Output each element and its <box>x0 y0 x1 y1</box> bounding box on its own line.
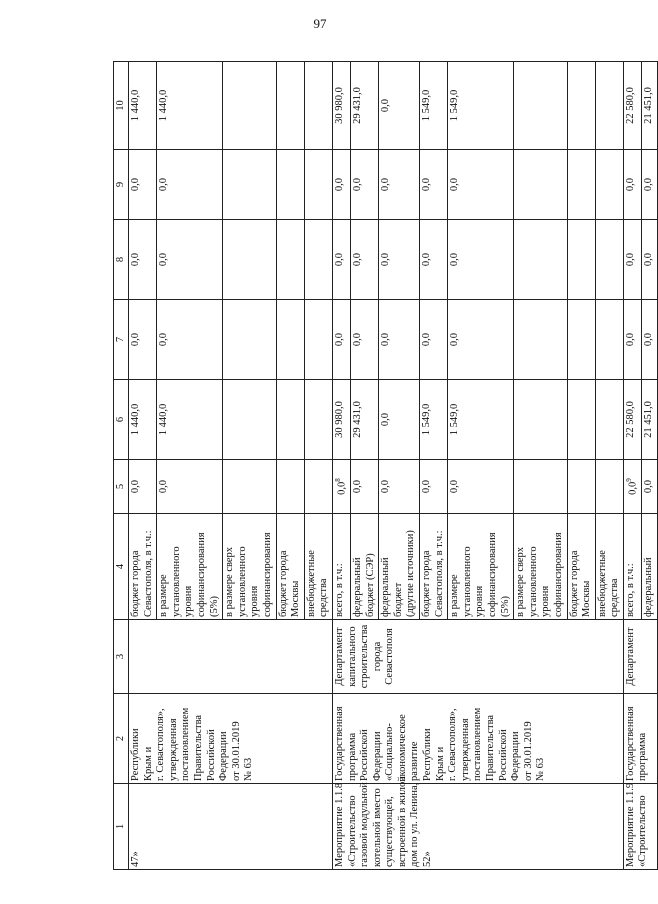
value-cell <box>332 220 350 300</box>
funding-source-cell <box>304 514 332 620</box>
measure-name-line: дом по ул. Ленина, <box>409 782 421 867</box>
program-line: Правительства <box>192 714 204 781</box>
program-line: от 30.01.2019 <box>230 721 242 781</box>
value-cell <box>448 380 514 460</box>
value-text: 0,0 <box>624 252 636 267</box>
funding-source-cell <box>623 514 641 620</box>
value-cell <box>223 460 276 514</box>
value-cell <box>157 300 223 380</box>
measure-name-line: «Строительство <box>346 795 358 867</box>
column-number: 1 <box>114 784 129 870</box>
funding-source-line: федеральный <box>380 557 392 617</box>
funding-source-line: установленного <box>527 546 539 617</box>
funding-source-line: внебюджетные <box>305 550 317 617</box>
page-number: 97 <box>313 16 327 31</box>
funding-source-line: в размере сверх <box>224 546 236 617</box>
value-cell <box>304 62 332 150</box>
value-cell <box>448 300 514 380</box>
value-cell <box>223 220 276 300</box>
funding-source-line: Севастополя, в т.ч.: <box>433 530 445 617</box>
footnote-marker: 9 <box>624 478 633 482</box>
value-cell <box>448 460 514 514</box>
program-line: Федерации <box>218 731 230 781</box>
funding-source-cell <box>223 514 276 620</box>
executor-line: строительства <box>359 624 371 689</box>
measure-name-line: встроенной в жилой <box>396 776 408 867</box>
value-cell <box>332 380 350 460</box>
funding-source-line: в размере сверх <box>515 546 527 617</box>
value-cell <box>223 62 276 150</box>
funding-source-cell <box>514 514 567 620</box>
value-text: 0,0 <box>130 177 141 192</box>
value-cell <box>514 300 567 380</box>
value-text: 0,0 <box>158 479 170 494</box>
value-cell <box>379 220 420 300</box>
value-cell <box>379 460 420 514</box>
value-cell <box>379 62 420 150</box>
program-line: Республики <box>422 728 434 781</box>
value-cell <box>379 300 420 380</box>
measure-name-line: 47» <box>130 851 141 867</box>
program-line: утвержденная <box>459 718 471 781</box>
funding-source-cell <box>276 514 304 620</box>
value-text: 1 440,0 <box>130 89 141 122</box>
program-line: Государственная <box>624 706 636 781</box>
funding-source-cell <box>157 514 223 620</box>
value-cell <box>351 220 379 300</box>
value-cell <box>567 150 595 220</box>
measure-name-cell <box>129 784 333 870</box>
value-text: 0,0 <box>352 479 363 494</box>
executor-line: Департамент <box>333 627 345 686</box>
measure-name-line: котельной вместо <box>371 788 383 867</box>
program-line: Крым и <box>434 746 446 781</box>
measure-name-line: «Строительство <box>637 795 649 867</box>
executor-cell <box>332 620 623 694</box>
value-cell <box>223 300 276 380</box>
measure-name-cell <box>623 784 657 870</box>
value-text: 0,0 <box>130 332 141 347</box>
funding-source-line: внебюджетные <box>596 550 608 617</box>
value-cell <box>623 62 641 150</box>
executor-line: капитального <box>346 626 358 687</box>
funding-source-line: софинансирования <box>195 532 207 617</box>
value-text: 22 580,0 <box>624 87 636 124</box>
value-cell <box>351 380 379 460</box>
funding-source-line: бюджет города <box>568 550 580 617</box>
value-cell <box>129 150 157 220</box>
value-cell <box>595 220 623 300</box>
value-text: 0,0 <box>627 481 639 495</box>
value-cell <box>419 62 447 150</box>
program-line: Крым и <box>142 746 154 781</box>
value-cell <box>623 220 641 300</box>
value-text: 0,0 <box>333 332 345 347</box>
funding-source-line: софинансирования <box>552 532 564 617</box>
funding-source-line: бюджет города <box>277 550 289 617</box>
funding-source-cell <box>567 514 595 620</box>
program-line: Российской <box>359 729 371 781</box>
funding-source-line: бюджет (СЭР) <box>364 553 376 617</box>
column-number-row <box>114 62 129 870</box>
funding-source-line: федеральный <box>642 557 654 617</box>
value-text: 0,0 <box>624 332 636 347</box>
funding-source-cell <box>332 514 350 620</box>
program-line: Российской <box>497 729 509 781</box>
value-cell <box>304 220 332 300</box>
value-cell <box>419 150 447 220</box>
value-cell <box>157 380 223 460</box>
measure-name-cell <box>332 776 623 870</box>
value-text: 21 451,0 <box>642 87 654 124</box>
value-cell <box>567 380 595 460</box>
column-number: 7 <box>114 300 129 380</box>
value-text: 1 549,0 <box>420 403 432 436</box>
funding-source-line: бюджет города <box>130 550 141 617</box>
column-number: 8 <box>114 220 129 300</box>
value-text: 0,0 <box>642 332 654 347</box>
program-line: г. Севастополя», <box>447 708 459 781</box>
value-cell <box>595 460 623 514</box>
program-line: программа <box>637 732 649 781</box>
value-cell <box>623 150 641 220</box>
funding-source-line: уровня <box>249 585 261 617</box>
value-cell <box>276 300 304 380</box>
value-text: 0,0 <box>642 479 654 494</box>
value-text: 0,0 <box>380 177 392 192</box>
program-line: экономическое <box>396 714 408 781</box>
value-cell <box>129 380 157 460</box>
value-cell <box>595 62 623 150</box>
value-cell <box>595 300 623 380</box>
program-cell <box>623 694 657 784</box>
value-cell <box>304 150 332 220</box>
value-cell <box>623 300 641 380</box>
program-line: от 30.01.2019 <box>522 721 534 781</box>
funding-source-line: уровня <box>474 585 486 617</box>
funding-source-line: установленного <box>236 546 248 617</box>
value-cell <box>129 460 157 514</box>
column-number: 3 <box>114 620 129 694</box>
value-cell <box>567 62 595 150</box>
value-cell <box>641 300 657 380</box>
value-text: 0,0 <box>130 479 141 494</box>
column-number: 9 <box>114 150 129 220</box>
program-line: Российской <box>205 729 217 781</box>
value-cell <box>623 380 641 460</box>
column-number: 6 <box>114 380 129 460</box>
executor-cell <box>623 620 657 694</box>
executor-line: Севастополя <box>384 628 396 685</box>
value-text: 0,0 <box>336 481 348 495</box>
value-text: 1 549,0 <box>449 403 461 436</box>
value-text: 0,0 <box>380 332 392 347</box>
value-cell <box>276 220 304 300</box>
funding-source-line: бюджет <box>392 582 404 617</box>
funding-source-line: средства <box>318 578 330 617</box>
executor-cell <box>129 620 333 694</box>
funding-source-line: Москвы <box>290 580 302 617</box>
measure-name-line: 52» <box>422 851 434 867</box>
program-line: «Социально- <box>384 723 396 781</box>
funding-source-cell <box>379 514 420 620</box>
value-cell <box>304 380 332 460</box>
value-text: 0,0 <box>380 98 392 113</box>
program-line: программа <box>346 732 358 781</box>
value-text: 0,0 <box>333 252 345 267</box>
rotated-table-container <box>113 62 654 870</box>
value-text: 0,0 <box>449 479 461 494</box>
value-cell <box>419 220 447 300</box>
funding-source-line: в размере <box>158 574 170 617</box>
value-text: 0,0 <box>420 177 432 192</box>
program-cell <box>332 694 623 784</box>
value-text: 0,0 <box>158 332 170 347</box>
value-cell <box>514 62 567 150</box>
value-text: 0,0 <box>380 412 392 427</box>
value-text: 0,0 <box>449 252 461 267</box>
value-text: 0,0 <box>130 252 141 267</box>
value-text: 0,0 <box>420 332 432 347</box>
table-row <box>623 62 641 870</box>
funding-source-line: всего, в т.ч.: <box>333 563 345 617</box>
value-cell <box>419 460 447 514</box>
value-cell <box>379 150 420 220</box>
value-cell <box>157 220 223 300</box>
value-cell <box>623 460 641 514</box>
financing-table <box>113 61 658 870</box>
value-cell <box>448 62 514 150</box>
program-line: утвержденная <box>167 718 179 781</box>
value-text: 0,0 <box>352 252 363 267</box>
value-cell <box>129 220 157 300</box>
value-text: 22 580,0 <box>624 401 636 438</box>
value-cell <box>641 460 657 514</box>
funding-source-line: установленного <box>461 546 473 617</box>
value-text: 0,0 <box>420 252 432 267</box>
program-line: развитие <box>409 741 421 781</box>
value-cell <box>157 150 223 220</box>
program-line: Республики <box>130 728 141 781</box>
value-text: 0,0 <box>642 252 654 267</box>
program-line: постановлением <box>180 707 192 781</box>
value-text: 1 549,0 <box>420 89 432 122</box>
funding-source-line: софинансирования <box>261 532 273 617</box>
value-cell <box>567 220 595 300</box>
funding-source-line: Москвы <box>581 580 593 617</box>
value-cell <box>129 62 157 150</box>
value-cell <box>379 380 420 460</box>
value-text: 30 980,0 <box>333 87 345 124</box>
funding-source-line: Севастополя, в т.ч.: <box>142 530 154 617</box>
value-cell <box>332 150 350 220</box>
program-line: постановлением <box>472 707 484 781</box>
value-text: 0,0 <box>352 177 363 192</box>
value-cell <box>351 150 379 220</box>
funding-source-cell <box>129 514 157 620</box>
value-cell <box>129 300 157 380</box>
value-cell <box>304 460 332 514</box>
funding-source-line: софинансирования <box>486 532 498 617</box>
table-row <box>332 62 350 870</box>
program-line: № 63 <box>535 757 547 781</box>
funding-source-cell <box>641 514 657 620</box>
measure-name-line: Мероприятие 1.1.8 <box>333 782 345 867</box>
value-text: 0,0 <box>158 252 170 267</box>
value-text: 0,0 <box>449 332 461 347</box>
value-text: 1 440,0 <box>130 403 141 436</box>
value-text: 30 980,0 <box>333 401 345 438</box>
table-row <box>129 62 157 870</box>
funding-source-line: (5%) <box>208 596 220 617</box>
funding-source-cell <box>448 514 514 620</box>
value-cell <box>448 150 514 220</box>
program-line: г. Севастополя», <box>155 708 167 781</box>
value-text: 29 431,0 <box>352 87 363 124</box>
value-cell <box>595 380 623 460</box>
funding-source-line: бюджет города <box>420 550 432 617</box>
value-cell <box>276 62 304 150</box>
table-body <box>114 62 658 870</box>
value-cell <box>332 300 350 380</box>
value-cell <box>351 460 379 514</box>
value-text: 0,0 <box>333 177 345 192</box>
measure-name-line: существующей, <box>384 796 396 867</box>
value-text: 0,0 <box>420 479 432 494</box>
value-cell <box>276 460 304 514</box>
value-text: 1 440,0 <box>158 89 170 122</box>
value-cell <box>567 300 595 380</box>
funding-source-line: всего, в т.ч.: <box>624 563 636 617</box>
value-text: 0,0 <box>642 177 654 192</box>
program-line: № 63 <box>243 757 255 781</box>
value-cell <box>276 380 304 460</box>
value-cell <box>419 300 447 380</box>
column-number: 10 <box>114 62 129 150</box>
value-cell <box>641 62 657 150</box>
value-cell <box>641 150 657 220</box>
value-cell <box>595 150 623 220</box>
value-cell <box>332 460 350 514</box>
value-cell <box>514 380 567 460</box>
funding-source-line: (5%) <box>499 596 511 617</box>
value-text: 1 549,0 <box>449 89 461 122</box>
value-cell <box>351 300 379 380</box>
value-cell <box>448 220 514 300</box>
column-number: 4 <box>114 514 129 620</box>
funding-source-line: (другие источники) <box>405 530 417 617</box>
value-text: 0,0 <box>449 177 461 192</box>
funding-source-line: в размере <box>449 574 461 617</box>
funding-source-cell <box>351 514 379 620</box>
value-text: 29 431,0 <box>352 401 363 438</box>
executor-line: Департамент <box>624 627 636 686</box>
value-text: 1 440,0 <box>158 403 170 436</box>
value-cell <box>332 62 350 150</box>
value-cell <box>304 300 332 380</box>
program-line: Федерации <box>371 731 383 781</box>
funding-source-cell <box>419 514 447 620</box>
funding-source-line: установленного <box>170 546 182 617</box>
funding-source-line: федеральный <box>352 557 363 617</box>
program-cell <box>129 694 333 784</box>
program-line: Правительства <box>485 714 497 781</box>
value-cell <box>276 150 304 220</box>
value-cell <box>157 460 223 514</box>
funding-source-cell <box>595 514 623 620</box>
value-cell <box>514 150 567 220</box>
funding-source-line: уровня <box>183 585 195 617</box>
column-number: 2 <box>114 694 129 784</box>
footnote-marker: 8 <box>333 478 342 482</box>
program-line: Государственная <box>333 706 345 781</box>
program-line: Федерации <box>510 731 522 781</box>
executor-line: города <box>371 641 383 672</box>
value-text: 0,0 <box>380 252 392 267</box>
funding-source-line: уровня <box>540 585 552 617</box>
value-cell <box>567 460 595 514</box>
column-number: 5 <box>114 460 129 514</box>
value-cell <box>641 220 657 300</box>
value-cell <box>223 380 276 460</box>
value-cell <box>223 150 276 220</box>
value-cell <box>514 460 567 514</box>
value-cell <box>514 220 567 300</box>
value-text: 21 451,0 <box>642 401 654 438</box>
value-text: 0,0 <box>158 177 170 192</box>
value-cell <box>641 380 657 460</box>
value-cell <box>157 62 223 150</box>
measure-name-line: Мероприятие 1.1.9 <box>624 782 636 867</box>
value-cell <box>419 380 447 460</box>
funding-source-line: средства <box>609 578 621 617</box>
value-cell <box>351 62 379 150</box>
value-text: 0,0 <box>624 177 636 192</box>
measure-name-line: газовой модульной <box>359 782 371 867</box>
value-text: 0,0 <box>380 479 392 494</box>
value-text: 0,0 <box>352 332 363 347</box>
